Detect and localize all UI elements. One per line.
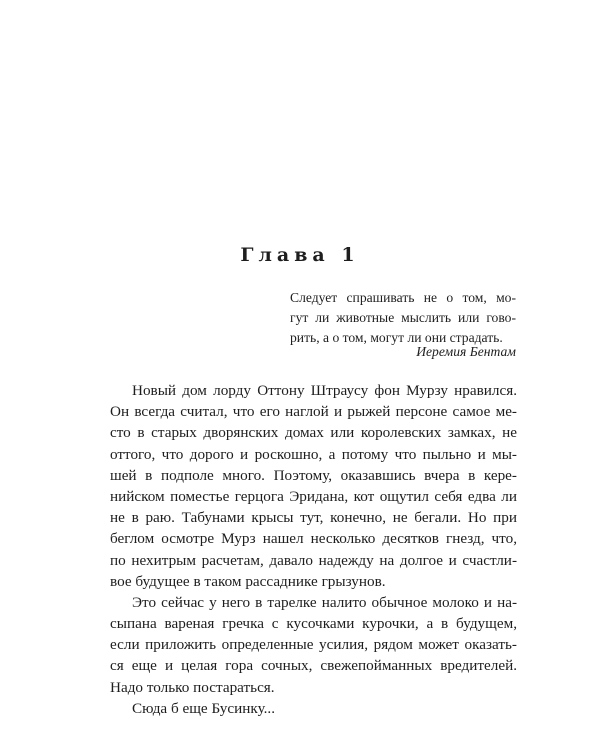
epigraph — [290, 288, 516, 348]
epigraph-author: Иеремия Бентам — [416, 344, 516, 359]
epigraph-line: гут ли животные мыслить или гово- — [290, 310, 516, 325]
text-line: шей в подполе много. Поэтому, оказавшись вчера в керe- — [110, 466, 517, 484]
text-line: оттого, что дорого и роскошно, а потому что пыльно и мы- — [110, 445, 517, 463]
epigraph-line: рить, а о том, могут ли они страдать. — [290, 330, 503, 345]
text-line: не в раю. Табунами крысы тут, конечно, не бегали. Но при — [110, 509, 517, 527]
text-line: Надо только постараться. — [110, 678, 275, 696]
text-line: Он всегда считал, что его наглой и рыжей персоне самое ме- — [110, 403, 517, 421]
text-line: сто в старых дворянских домах или королевских замках, не — [110, 424, 517, 442]
text-line: сыпана вареная гречка с кусочками курочки, а в будущем, — [110, 615, 517, 633]
text-line: если приложить определенные усилия, рядом может оказать- — [110, 636, 517, 654]
text-line: вое будущее в таком рассаднике грызунов. — [110, 572, 386, 590]
epigraph-line: Следует спрашивать не о том, мо- — [290, 290, 516, 305]
text-line: ся еще и целая гора сочных, свежепойманных вредителей. — [110, 657, 517, 675]
text-line: по нехитрым расчетам, давало надежду на долгое и счастли- — [110, 551, 517, 569]
text-line: Сюда б еще Бусинку... — [132, 699, 276, 717]
text-line: беглом осмотре Мурз нашел несколько десятков гнезд, что, — [110, 530, 517, 548]
chapter-body — [110, 380, 517, 719]
text-line: Новый дом лорду Оттону Штраусу фон Мурзу нравился. — [132, 382, 517, 399]
text-line: Это сейчас у него в тарелке налито обычное молоко и на- — [132, 593, 517, 611]
text-line: нийском поместье герцога Эридана, кот ощутил себя едва ли — [110, 487, 517, 505]
chapter-title: Глава 1 — [240, 244, 360, 266]
